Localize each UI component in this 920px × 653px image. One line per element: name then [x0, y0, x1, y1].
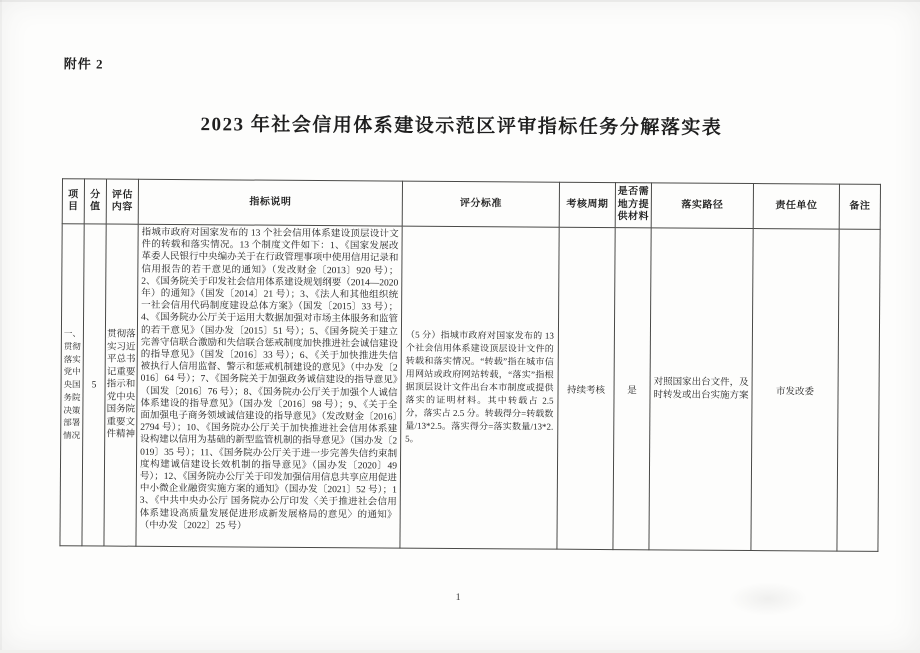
indicator-table-wrapper — [59, 178, 880, 552]
header-content: 评估内容 — [106, 179, 138, 224]
cell-content: 贯彻落实习近平总书记重要指示和党中央国务院重要文件精神 — [104, 224, 138, 546]
table-row — [60, 224, 880, 552]
header-score: 分值 — [84, 179, 106, 224]
header-remark: 备注 — [839, 184, 880, 229]
header-path: 落实路径 — [651, 183, 753, 229]
page-number: 1 — [455, 591, 461, 604]
header-row — [62, 179, 880, 230]
cell-path: 对照国家出台文件，及时转发或出台实施方案 — [649, 228, 753, 551]
header-indicator: 指标说明 — [138, 179, 402, 226]
header-material: 是否需地方提供材料 — [615, 183, 651, 228]
header-cycle: 考核周期 — [559, 182, 615, 227]
cell-cycle: 持续考核 — [557, 227, 615, 549]
attachment-label: 附件 2 — [63, 56, 104, 72]
cell-indicator: 指城市政府对国家发布的 13 个社会信用体系建设顶层设计文件的转载和落实情况。13 个制度文件如下：1、《国家发展改革委人民银行中央编办关于在行政管理事项中使用信用记录和信用报告的若干意见的通知》（发改财金〔2013〕920 号）；2、《国务院关于印发社会信用体系建设规划纲要（2014—2020 年）的通知》（国发〔2014〕21 号）；3、《法人和其他组织统一社会信用代码制度建设总体方案》（国发〔2015〕33 号）；4、《国务院办公厅关于运用大数据加强对市场主体服务和监管的若干意见》（国办发〔2015〕51 号）；5、《国务院关于建立完善守信联合激励和失信联合惩戒制度加快推进社会诚信建设的指导意见》（国发〔2016〕33 号）；6、《关于加快推进失信被执行人信用监督、警示和惩戒机制建设的意见》（中办发〔2016〕64 号）；7、《国务院关于加强政务诚信建设的指导意见》（国发〔2016〕76 号）；8、《国务院办公厅关于加强个人诚信体系建设的指导意见》（国办发〔2016〕98 号）；9、《关于全面加强电子商务领域诚信建设的指导意见》（发改财金〔2016〕2794 号）；10、《国务院办公厅关于加快推进社会信用体系建设构建以信用为基础的新型监管机制的指导意见》（国办发〔2019〕35 号）；11、《国务院办公厅关于进一步完善失信约束制度构建诚信建设长效机制的指导意见》（国办发〔2020〕49 号）；12、《国务院办公厅关于印发加强信用信息共享应用促进中小微企业融资实施方案的通知》（国办发〔2021〕52 号）；13、《中共中央办公厅 国务院办公厅印发〈关于推进社会信用体系建设高质量发展促进形成新发展格局的意见〉的通知》（中办发〔2022〕25 号） — [136, 224, 402, 548]
cell-scoring: （5 分）指城市政府对国家发布的 13 个社会信用体系建设顶层设计文件的转载和落实情况。“转载”指在城市信用网站或政府网站转载，“落实”指根据顶层设计文件出台本市制度或提供落实的证明材料。其中转载占 2.5 分，落实占 2.5 分。转载得分=转载数量/13*2.5。落实得分=落实数量/13*2.5。 — [400, 226, 559, 549]
header-unit: 责任单位 — [753, 184, 839, 230]
cell-project: 一、贯彻落实党中央国务院决策部署情况 — [60, 224, 84, 546]
header-scoring: 评分标准 — [402, 181, 559, 227]
cell-unit: 市发改委 — [751, 229, 839, 552]
header-project: 项目 — [62, 179, 84, 224]
indicator-table — [59, 178, 881, 552]
cell-remark — [837, 229, 880, 551]
cell-score: 5 — [82, 224, 106, 546]
cell-material: 是 — [613, 228, 651, 550]
document-title: 2023 年社会信用体系建设示范区评审指标任务分解落实表 — [200, 114, 723, 139]
